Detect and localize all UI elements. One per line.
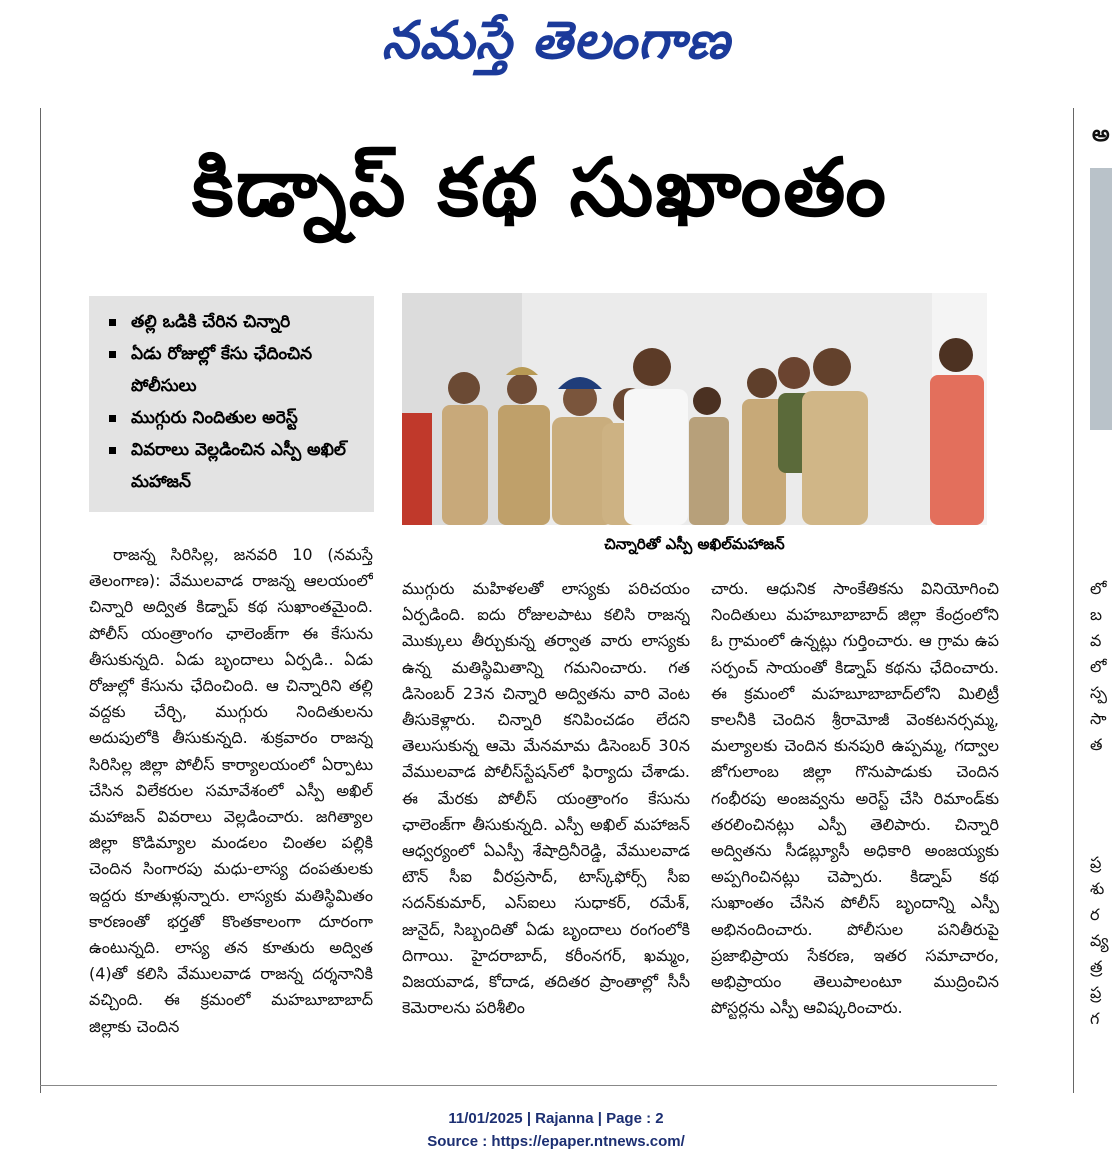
bottom-rule	[40, 1085, 997, 1086]
article-column-3	[711, 576, 999, 1080]
left-column-rule	[40, 108, 41, 1093]
article-column-1	[89, 542, 373, 1080]
news-photo	[402, 293, 987, 525]
photo-caption: చిన్నారితో ఎస్పీ అఖిల్‌మహాజన్	[604, 535, 785, 553]
masthead-logo: నమస్తే తెలంగాణ	[381, 10, 731, 71]
article-paragraph: ముగ్గురు మహిళలతో లాస్యకు పరిచయం ఏర్పడింది. ఐదు రోజులపాటు కలిసి రాజన్న మొక్కులు తీర్చుకున్న తర్వాత వారు లాస్యకు ఉన్న మతిస్థిమితాన్ని గమనించారు. గత డిసెంబర్ 23న చిన్నారి అద్వితను వారి వెంట తీసుకెళ్లారు. చిన్నారి కనిపించడం లేదని తెలుసుకున్న ఆమె మేనమామ డిసెంబర్ 30న వేములవాడ పోలీస్‌స్టేషన్‌లో ఫిర్యాదు చేశాడు. ఈ మేరకు పోలీస్ యంత్రాంగం కేసును ఛాలెంజ్‌గా తీసుకున్నది. ఎస్పీ అఖిల్ మహాజన్ ఆధ్వర్యంలో ఏఎస్పీ శేషాద్రినీరెడ్డి, వేములవాడ టౌన్ సీఐ వీరప్రసాద్, టాస్క్‌ఫోర్స్ సీఐ సదన్‌కుమార్, ఎస్‌ఐలు సుధాకర్, రమేశ్, జునైద్, సిబ్బందితో ఏడు బృందాలు రంగంలోకి దిగాయి. హైదరాబాద్, కరీంనగర్, ఖమ్మం, విజయవాడ, కోదాడ, తదితర ప్రాంతాల్లో సీసీ కెమెరాలను పరిశీలిం	[402, 579, 690, 1018]
highlight-item: తల్లి ఒడికి చేరిన చిన్నారి	[103, 306, 366, 338]
article-column-2	[402, 576, 690, 1080]
headline: కిడ్నాప్ కథ సుఖాంతం	[192, 141, 888, 234]
article-paragraph: చారు. ఆధునిక సాంకేతికను వినియోగించి నిందితులు మహబూబాబాద్ జిల్లా కేంద్రంలోని ఓ గ్రామంలో ఉన్నట్లు గుర్తించారు. ఆ గ్రామ ఉప సర్పంచ్ సాయంతో కిడ్నాప్ కథను ఛేదించారు. ఈ క్రమంలో మహబూబాబాద్‌లోని మిలిట్రీ కాలనీకి చెందిన శ్రీరామోజీ వెంకటనర్సమ్మ, మల్యాలకు చెందిన కునపురి ఉప్పమ్మ, గద్వాల జోగులాంబ జిల్లా గొనుపాడుకు చెందిన గంభీరపు అంజవ్వను అరెస్ట్ చేసి రిమాండ్‌కు తరలించినట్లు ఎస్పీ తెలిపారు. చిన్నారి అద్వితను సీడబ్ల్యూసీ అధికారి అంజయ్యకు అప్పగించినట్లు చెప్పారు. కిడ్నాప్ కథ సుఖాంతం చేసిన పోలీస్ బృందాన్ని ఎస్పీ అభినందించారు. పోలీసుల పనితీరుపై ప్రజాభిప్రాయ సేకరణ, ఇతర సమాచారం, అభిప్రాయం తెలుపాలంటూ ముద్రించిన పోస్టర్లను ఎస్పీ ఆవిష్కరించారు.	[711, 579, 999, 1018]
adjacent-article-text-bottom: ప్ర శు ర వ్య త్ర ప్ర గ	[1090, 853, 1109, 1028]
right-column-rule	[1073, 108, 1074, 1093]
highlight-item: వివరాలు వెల్లడించిన ఎస్పీ అఖిల్ మహాజన్	[103, 434, 366, 498]
highlight-item: ముగ్గురు నిందితుల అరెస్ట్	[103, 402, 366, 434]
highlight-item: ఏడు రోజుల్లో కేసు ఛేదించిన పోలీసులు	[103, 338, 366, 402]
footer-source-link[interactable]: Source : https://epaper.ntnews.com/	[427, 1133, 685, 1150]
adjacent-article-heading: అ	[1092, 122, 1110, 147]
adjacent-article-text-top: లో బ వ లో స్ప సా త	[1090, 579, 1108, 754]
footer-date-edition: 11/01/2025 | Rajanna | Page : 2	[448, 1110, 664, 1127]
article-paragraph: రాజన్న సిరిసిల్ల, జనవరి 10 (నమస్తే తెలంగాణ): వేములవాడ రాజన్న ఆలయంలో చిన్నారి అద్విత కిడ్నాప్ కథ సుఖాంతమైంది. పోలీస్ యంత్రాంగం ఛాలెంజ్‌గా ఈ కేసును తీసుకున్నది. ఏడు బృందాలు ఏర్పడి.. ఏడు రోజుల్లో కేసును ఛేదించింది. ఆ చిన్నారిని తల్లి వద్దకు చేర్చి, ముగ్గురు నిందితులను అదుపులోకి తీసుకున్నది. శుక్రవారం రాజన్న సిరిసిల్ల జిల్లా పోలీస్ కార్యాలయంలో ఏర్పాటు చేసిన విలేకరుల సమావేశంలో ఎస్పీ అఖిల్ మహాజన్ వివరాలు వెల్లడించారు. జగిత్యాల జిల్లా కొడిమ్యాల మండలం చింతల పల్లికి చెందిన సింగారపు మధు-లాస్య దంపతులకు ఇద్దరు కూతుళ్లున్నారు. లాస్యకు మతిస్థిమితం కారణంతో భర్తతో కొంతకాలంగా దూరంగా ఉంటున్నది. లాస్య తన కూతురు అద్విత (4)తో కలిసి వేములవాడ రాజన్న దర్శనానికి వచ్చింది. ఈ క్రమంలో మహబూబాబాద్ జిల్లాకు చెందిన	[89, 545, 373, 1036]
adjacent-article-photo	[1090, 168, 1112, 430]
highlights-box	[89, 296, 374, 512]
news-photo-illustration	[402, 293, 987, 525]
